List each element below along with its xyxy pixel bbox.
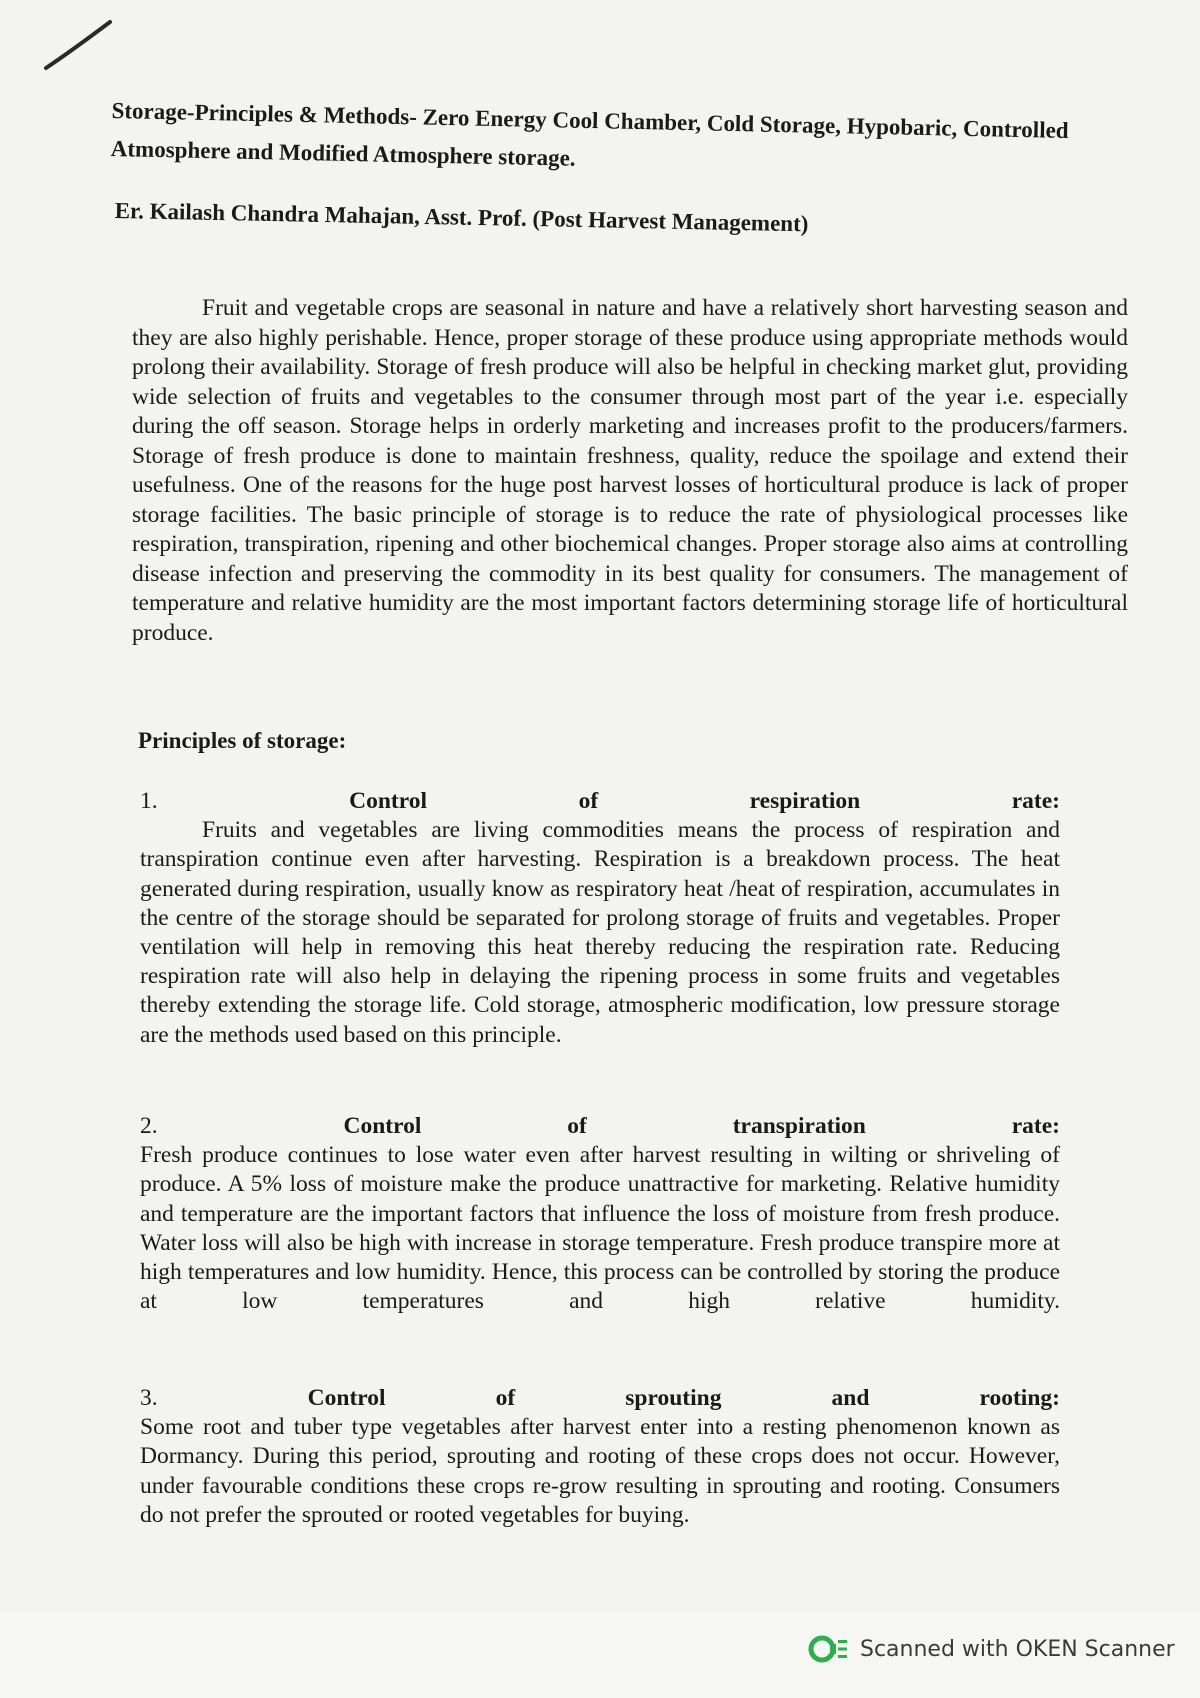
principle-heading-word: sprouting bbox=[625, 1385, 722, 1411]
principle-heading-word: rooting: bbox=[979, 1385, 1060, 1411]
principle-heading-word: transpiration bbox=[732, 1113, 866, 1139]
principle-heading-word: Control bbox=[343, 1113, 422, 1139]
principle-heading bbox=[140, 1384, 1060, 1413]
pen-mark-icon bbox=[44, 18, 114, 74]
principle-heading-word: of bbox=[567, 1113, 587, 1139]
principle-item bbox=[140, 787, 1060, 1050]
document-author: Er. Kailash Chandra Mahajan, Asst. Prof. (Post Harvest Management) bbox=[114, 197, 809, 237]
principle-number: 2. bbox=[140, 1113, 158, 1139]
principle-text: Fruits and vegetables are living commodities means the process of respiration and transpiration continue even after harvesting. Respiration is a breakdown process. The heat generated during respiration, usually know as respiratory heat /heat of respiration, accumulates in the centre of the storage should be separated for prolong storage of fruits and vegetables. Proper ventilation will help in removing this heat thereby reducing the respiration rate. Reducing respiration rate will also help in delaying the ripening process in some fruits and vegetables thereby extending the storage life. Cold storage, atmospheric modification, low pressure storage are the methods used based on this principle. bbox=[140, 817, 1060, 1048]
principle-heading-word: of bbox=[578, 788, 599, 814]
principle-item bbox=[140, 1112, 1060, 1316]
scanner-watermark bbox=[808, 1634, 1175, 1664]
principle-heading-word: Control bbox=[349, 788, 428, 814]
principle-heading-word: respiration bbox=[749, 788, 861, 814]
principle-item bbox=[140, 1384, 1060, 1530]
principle-number: 3. bbox=[140, 1385, 158, 1411]
principle-heading-word: Control bbox=[307, 1385, 386, 1411]
principle-heading-word: of bbox=[495, 1385, 516, 1411]
principle-number: 1. bbox=[140, 788, 158, 814]
principles-heading: Principles of storage: bbox=[138, 728, 347, 753]
document-title: Storage-Principles & Methods- Zero Energy Cool Chamber, Cold Storage, Hypobaric, Controlled Atmosphere and Modified Atmosphere storage. bbox=[110, 97, 1069, 171]
principle-heading bbox=[140, 787, 1060, 816]
principle-heading-word: and bbox=[831, 1385, 870, 1411]
principle-heading-word: rate: bbox=[1011, 1113, 1060, 1139]
scanner-label: Scanned with OKEN Scanner bbox=[860, 1636, 1175, 1662]
principle-heading-word: rate: bbox=[1011, 788, 1060, 814]
principle-text: Fresh produce continues to lose water even after harvest resulting in wilting or shriveling of produce. A 5% loss of moisture make the produce unattractive for marketing. Relative humidity and temperature are the important factors that influence the loss of moisture from fresh produce. Water loss will also be high with increase in storage temperature. Fresh produce transpire more at high temperatures and low humidity. Hence, this process can be controlled by storing the produce at low temperatures and high relative humidity. bbox=[140, 1142, 1060, 1315]
principle-text: Some root and tuber type vegetables after harvest enter into a resting phenomenon known as Dormancy. During this period, sprouting and rooting of these crops does not occur. However, under favourable conditions these crops re-grow resulting in sprouting and rooting. Consumers do not prefer the sprouted or rooted vegetables for buying. bbox=[140, 1414, 1060, 1528]
intro-paragraph: Fruit and vegetable crops are seasonal in nature and have a relatively short harvesting season and they are also highly perishable. Hence, proper storage of these produce using appropriate methods would prolong their availability. Storage of fresh produce will also be helpful in checking market glut, providing wide selection of fruits and vegetables to the consumer through most part of the year i.e. especially during the off season. Storage helps in orderly marketing and increases profit to the producers/farmers. Storage of fresh produce is done to maintain freshness, quality, reduce the spoilage and extend their usefulness. One of the reasons for the huge post harvest losses of horticultural produce is lack of proper storage facilities. The basic principle of storage is to reduce the rate of physiological processes like respiration, transpiration, ripening and other biochemical changes. Proper storage also aims at controlling disease infection and preserving the commodity in its best quality for consumers. The management of temperature and relative humidity are the most important factors determining storage life of horticultural produce. bbox=[132, 295, 1128, 646]
principle-heading bbox=[140, 1112, 1060, 1141]
oken-scanner-logo-icon bbox=[808, 1634, 850, 1664]
